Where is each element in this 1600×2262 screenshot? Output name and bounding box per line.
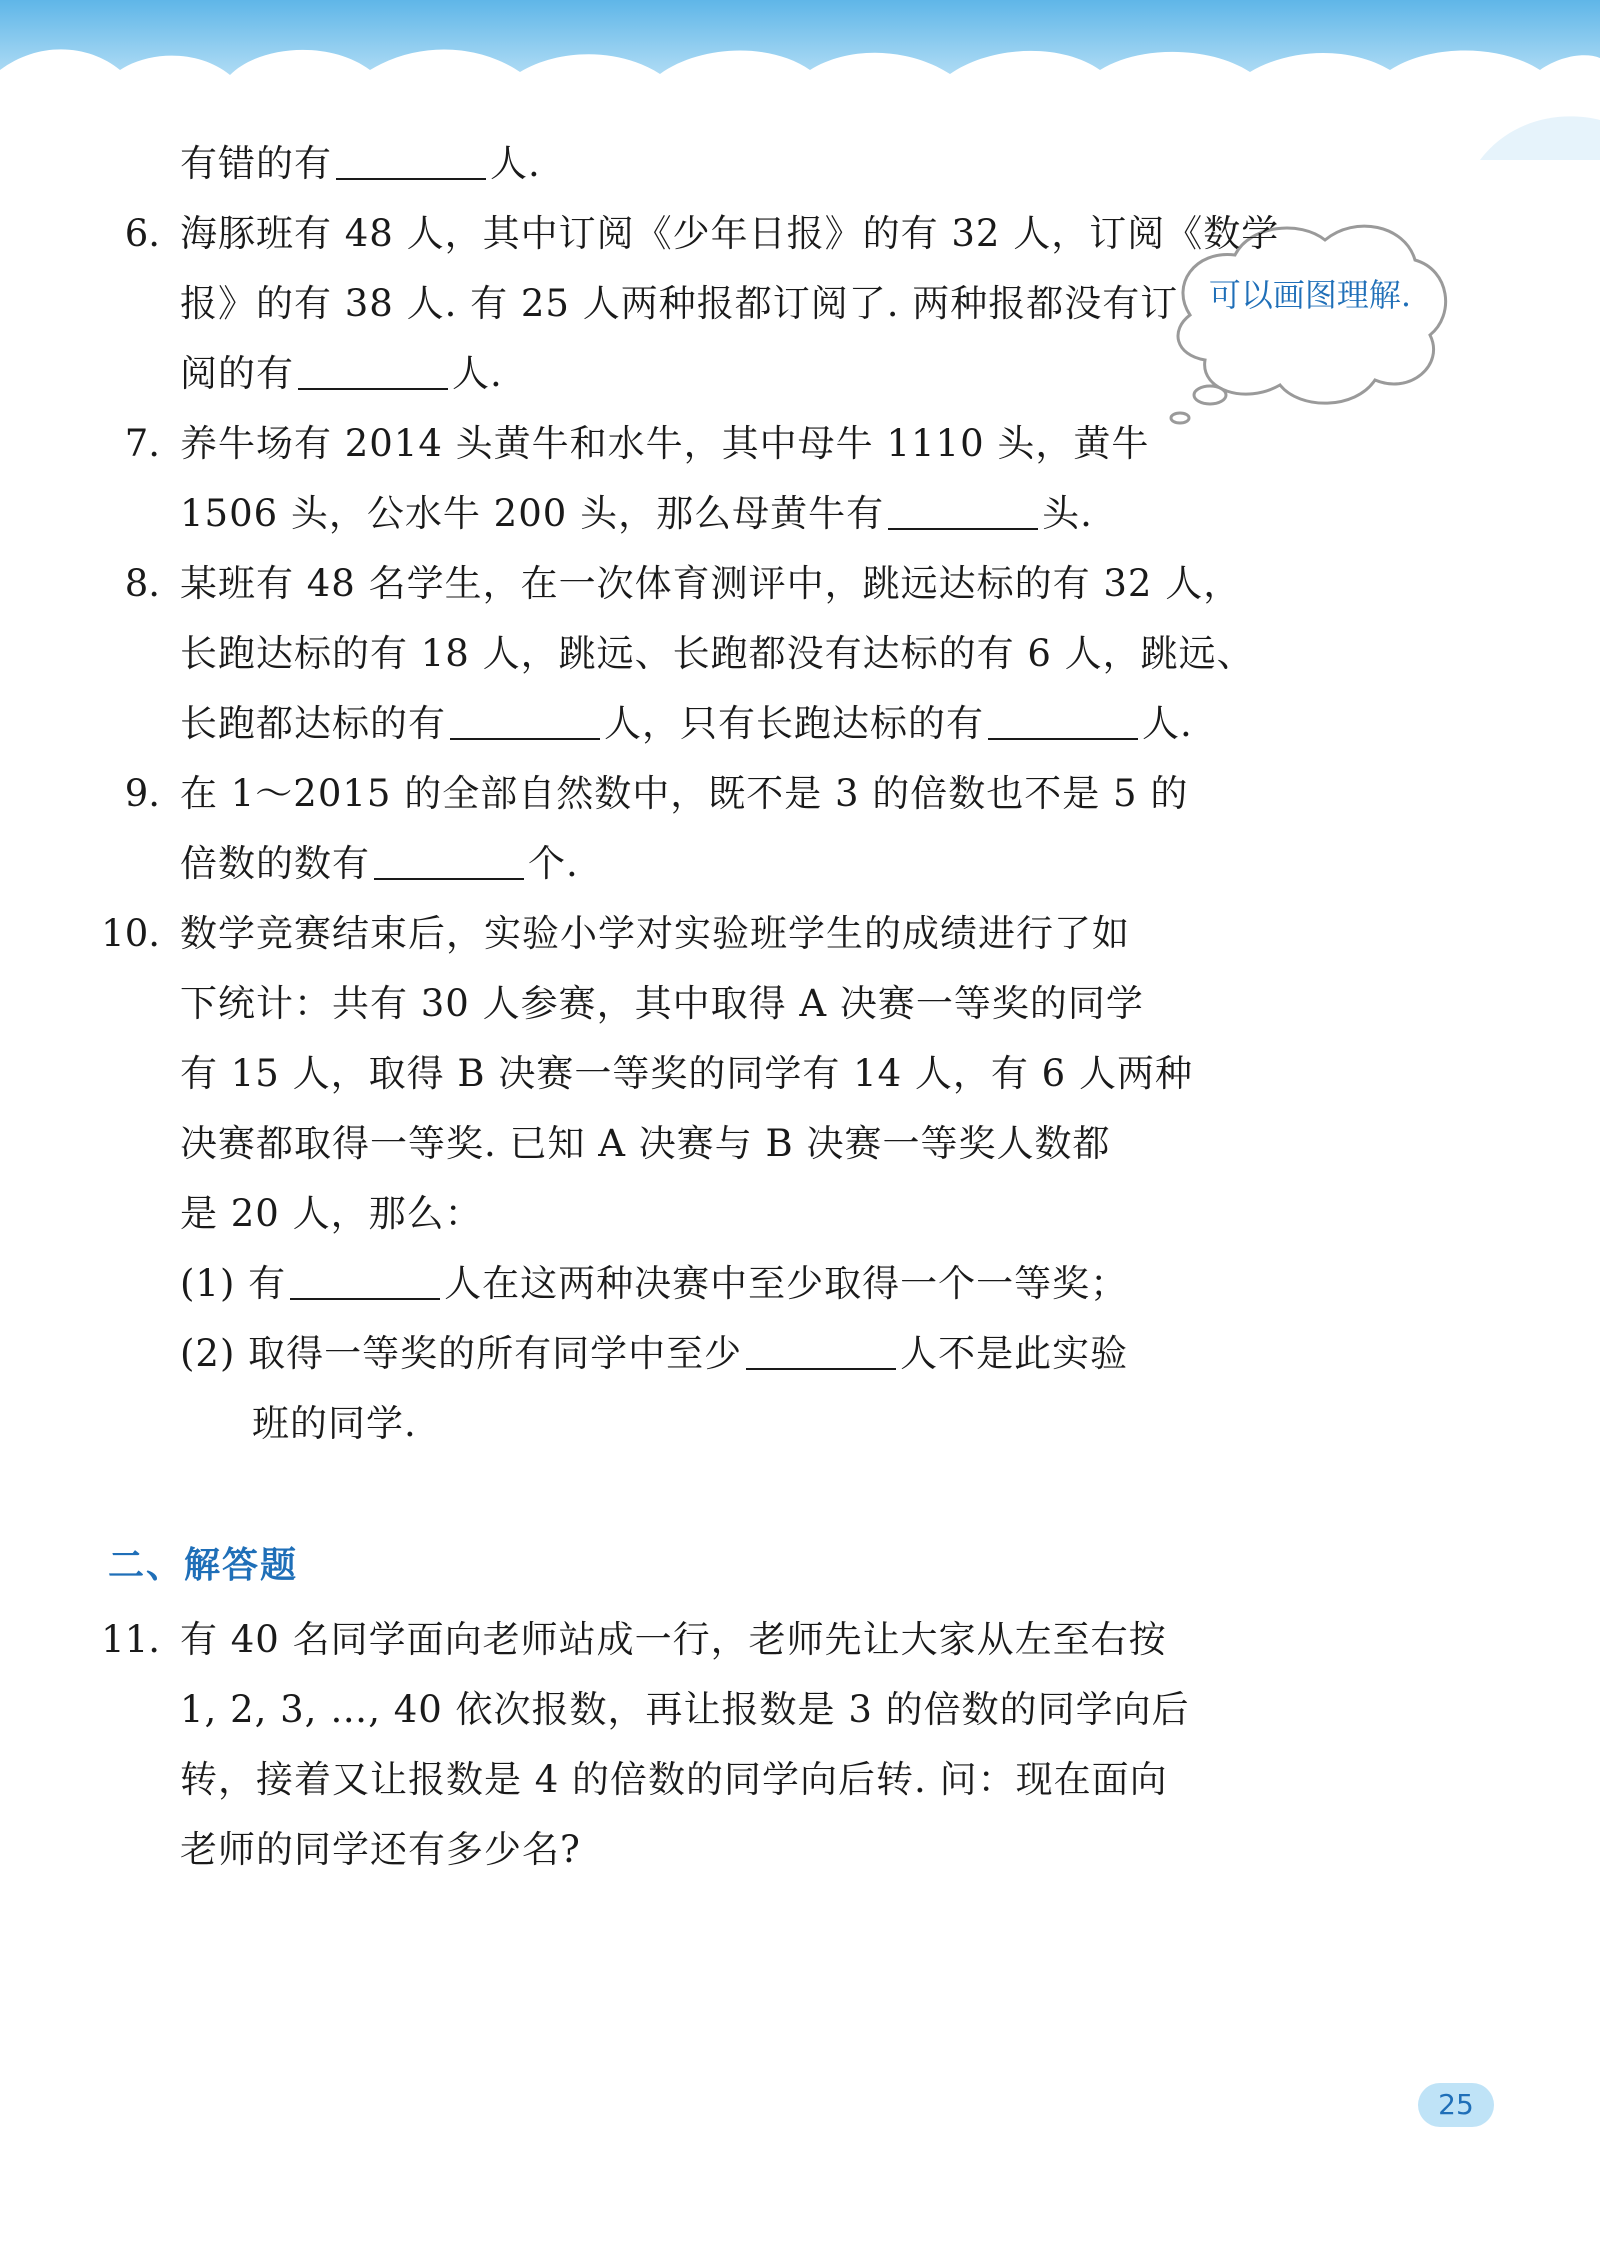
question-number-8: 8. — [124, 562, 160, 605]
q10-line-4: 决赛都取得一等奖. 已知 A 决赛与 B 决赛一等奖人数都 — [180, 1122, 1111, 1165]
answer-blank[interactable] — [988, 704, 1138, 740]
q8-line-1: 某班有 48 名学生，在一次体育测评中，跳远达标的有 32 人， — [180, 562, 1242, 605]
text-segment: 人. — [490, 142, 541, 185]
q10-line-1: 数学竞赛结束后，实验小学对实验班学生的成绩进行了如 — [180, 912, 1130, 955]
q10-line-3: 有 15 人，取得 B 决赛一等奖的同学有 14 人，有 6 人两种 — [180, 1052, 1193, 1095]
text-segment: 倍数的数有 — [180, 842, 370, 885]
q11-line-3: 转，接着又让报数是 4 的倍数的同学向后转. 问：现在面向 — [180, 1758, 1168, 1801]
text-segment: 阅的有 — [180, 352, 294, 395]
q6-line-1: 海豚班有 48 人，其中订阅《少年日报》的有 32 人，订阅《数学 — [180, 212, 1280, 255]
text-segment: 人在这两种决赛中至少取得一个一等奖； — [444, 1262, 1129, 1305]
q7-line-2 — [180, 488, 1093, 540]
answer-blank[interactable] — [450, 704, 600, 740]
text-segment: 长跑都达标的有 — [180, 702, 446, 745]
q8-line-3 — [180, 698, 1193, 750]
q10-subquestion-2-cont: 班的同学. — [252, 1402, 417, 1445]
q6-line-3 — [180, 348, 503, 400]
q11-line-2: 1, 2, 3, …, 40 依次报数，再让报数是 3 的倍数的同学向后 — [180, 1688, 1190, 1731]
answer-blank[interactable] — [336, 144, 486, 180]
question-number-11: 11. — [101, 1618, 160, 1661]
q11-line-4: 老师的同学还有多少名? — [180, 1828, 581, 1871]
text-segment: 个. — [528, 842, 579, 885]
text-segment: 头. — [1042, 492, 1093, 535]
q9-line-2 — [180, 838, 579, 890]
q6-line-2: 报》的有 38 人. 有 25 人两种报都订阅了. 两种报都没有订 — [180, 282, 1179, 325]
q10-line-5: 是 20 人，那么： — [180, 1192, 483, 1235]
q5-line-3 — [180, 138, 541, 190]
q8-line-2: 长跑达标的有 18 人，跳远、长跑都没有达标的有 6 人，跳远、 — [180, 632, 1255, 675]
page-number-badge: 25 — [1418, 2083, 1494, 2127]
q9-line-1: 在 1～2015 的全部自然数中，既不是 3 的倍数也不是 5 的 — [180, 772, 1189, 815]
answer-blank[interactable] — [374, 844, 524, 880]
text-segment: 人不是此实验 — [900, 1332, 1129, 1375]
tip-text: 可以画图理解. — [1208, 276, 1412, 314]
text-segment: 1506 头，公水牛 200 头，那么母黄牛有 — [180, 492, 885, 535]
question-number-6: 6. — [124, 212, 160, 255]
question-number-10: 10. — [101, 912, 160, 955]
answer-blank[interactable] — [298, 354, 448, 390]
text-segment: (2) 取得一等奖的所有同学中至少 — [180, 1332, 743, 1375]
q10-subquestion-2 — [180, 1328, 1128, 1380]
text-segment: 人. — [1142, 702, 1193, 745]
answer-blank[interactable] — [888, 494, 1038, 530]
text-segment: 人. — [452, 352, 503, 395]
answer-blank[interactable] — [290, 1264, 440, 1300]
answer-blank[interactable] — [746, 1334, 896, 1370]
text-segment: 有错的有 — [180, 142, 332, 185]
question-number-7: 7. — [124, 422, 160, 465]
text-segment: 人，只有长跑达标的有 — [604, 702, 984, 745]
q7-line-1: 养牛场有 2014 头黄牛和水牛，其中母牛 1110 头，黄牛 — [180, 422, 1150, 465]
q11-line-1: 有 40 名同学面向老师站成一行，老师先让大家从左至右按 — [180, 1618, 1167, 1661]
question-number-9: 9. — [124, 772, 160, 815]
q10-line-2: 下统计：共有 30 人参赛，其中取得 A 决赛一等奖的同学 — [180, 982, 1144, 1025]
text-segment: (1) 有 — [180, 1262, 287, 1305]
q10-subquestion-1 — [180, 1258, 1128, 1310]
section-heading: 二、解答题 — [108, 1545, 299, 1586]
